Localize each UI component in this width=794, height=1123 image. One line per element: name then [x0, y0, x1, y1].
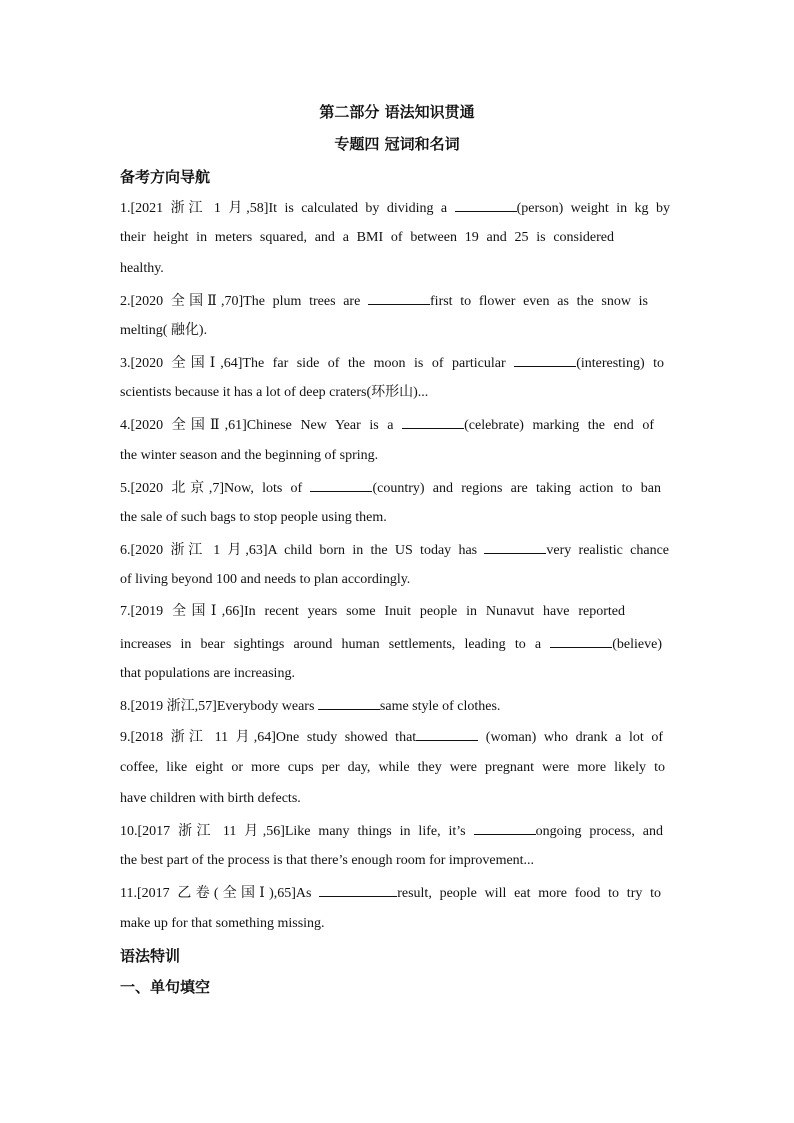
question-1-line-1: 1.[2021 浙江 1 月,58]It is calculated by dividing a (person) weight in kg by [120, 197, 670, 219]
question-10-line-1: 10.[2017 浙江 11 月,56]Like many things in life, it’s ongoing process, and [120, 820, 663, 842]
question-8-line-1: 8.[2019 浙江,57]Everybody wears same style of clothes. [120, 695, 670, 717]
answer-blank [514, 352, 576, 367]
question-7-line-3: that populations are increasing. [120, 666, 295, 681]
question-4-line-1: 4.[2020 全国Ⅱ,61]Chinese New Year is a (celebrate) marking the end of [120, 414, 654, 436]
section-training-heading: 语法特训 [120, 947, 181, 965]
question-9-line-3: have children with birth defects. [120, 791, 301, 806]
question-11-line-1: 11.[2017 乙卷(全国Ⅰ),65]As result, people will eat more food to try to [120, 882, 661, 904]
answer-blank [319, 882, 397, 897]
section-single-fill-heading: 一、单句填空 [120, 978, 211, 996]
question-7-line-1: 7.[2019 全国Ⅰ,66]In recent years some Inuit people in Nunavut have reported [120, 604, 625, 619]
question-9-line-2: coffee, like eight or more cups per day, while they were pregnant were more likely to [120, 760, 665, 775]
answer-blank [310, 477, 372, 492]
answer-blank [318, 695, 380, 710]
answer-blank [416, 726, 478, 741]
question-7-line-2: increases in bear sightings around human settlements, leading to a (believe) [120, 633, 662, 655]
question-6-line-2: of living beyond 100 and needs to plan accordingly. [120, 572, 411, 587]
question-3-line-2: scientists because it has a lot of deep craters(环形山)... [120, 385, 429, 400]
question-5-line-1: 5.[2020 北京,7]Now, lots of (country) and regions are taking action to ban [120, 477, 661, 499]
question-1-line-2: their height in meters squared, and a BMI of between 19 and 25 is considered [120, 230, 614, 245]
question-6-line-1: 6.[2020 浙江 1 月,63]A child born in the US today has very realistic chance [120, 539, 669, 561]
answer-blank [455, 197, 517, 212]
answer-blank [402, 414, 464, 429]
question-1-line-3: healthy. [120, 261, 164, 276]
answer-blank [550, 633, 612, 648]
topic-title: 专题四 冠词和名词 [334, 135, 460, 153]
question-4-line-2: the winter season and the beginning of spring. [120, 448, 379, 463]
section-guide-heading: 备考方向导航 [120, 168, 211, 186]
question-2-line-2: melting( 融化). [120, 323, 208, 338]
question-11-line-2: make up for that something missing. [120, 916, 325, 931]
answer-blank [474, 820, 536, 835]
question-5-line-2: the sale of such bags to stop people using them. [120, 510, 387, 525]
part-title: 第二部分 语法知识贯通 [319, 103, 475, 121]
answer-blank [484, 539, 546, 554]
question-2-line-1: 2.[2020 全国Ⅱ,70]The plum trees are first to flower even as the snow is [120, 290, 648, 312]
question-9-line-1: 9.[2018 浙江 11 月,64]One study showed that (woman) who drank a lot of [120, 726, 663, 748]
question-10-line-2: the best part of the process is that there’s enough room for improvement... [120, 853, 535, 868]
question-3-line-1: 3.[2020 全国Ⅰ,64]The far side of the moon is of particular (interesting) to [120, 352, 664, 374]
answer-blank [368, 290, 430, 305]
